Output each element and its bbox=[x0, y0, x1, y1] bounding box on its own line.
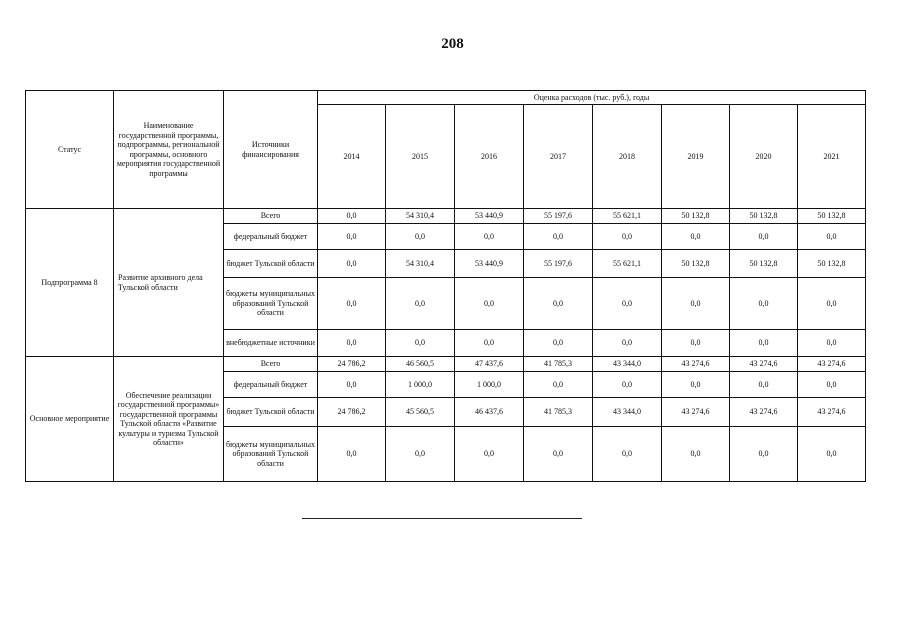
value-cell: 47 437,6 bbox=[455, 357, 524, 372]
value-cell: 43 274,6 bbox=[730, 357, 798, 372]
source-cell: Всего bbox=[224, 357, 318, 372]
value-cell: 55 197,6 bbox=[524, 209, 593, 224]
value-cell: 0,0 bbox=[455, 278, 524, 330]
year-header: 2018 bbox=[593, 105, 662, 209]
value-cell: 0,0 bbox=[798, 427, 866, 482]
year-header: 2019 bbox=[662, 105, 730, 209]
value-cell: 24 786,2 bbox=[318, 398, 386, 427]
status-cell: Подпрограмма 8 bbox=[26, 209, 114, 357]
value-cell: 50 132,8 bbox=[662, 250, 730, 278]
value-cell: 43 344,0 bbox=[593, 357, 662, 372]
value-cell: 54 310,4 bbox=[386, 209, 455, 224]
value-cell: 50 132,8 bbox=[730, 250, 798, 278]
value-cell: 43 274,6 bbox=[798, 357, 866, 372]
value-cell: 0,0 bbox=[593, 278, 662, 330]
value-cell: 0,0 bbox=[318, 250, 386, 278]
value-cell: 46 437,6 bbox=[455, 398, 524, 427]
value-cell: 0,0 bbox=[455, 427, 524, 482]
status-cell: Основное мероприятие bbox=[26, 357, 114, 482]
value-cell: 0,0 bbox=[730, 278, 798, 330]
budget-table bbox=[25, 90, 866, 482]
source-cell: внебюджетные источники bbox=[224, 330, 318, 357]
source-cell: бюджеты муниципальных образований Тульской области bbox=[224, 278, 318, 330]
value-cell: 0,0 bbox=[730, 427, 798, 482]
source-cell: бюджеты муниципальных образований Тульской области bbox=[224, 427, 318, 482]
value-cell: 55 621,1 bbox=[593, 250, 662, 278]
source-cell: федеральный бюджет bbox=[224, 224, 318, 250]
value-cell: 0,0 bbox=[524, 330, 593, 357]
value-cell: 55 197,6 bbox=[524, 250, 593, 278]
value-cell: 0,0 bbox=[524, 427, 593, 482]
value-cell: 0,0 bbox=[730, 372, 798, 398]
value-cell: 0,0 bbox=[662, 372, 730, 398]
value-cell: 0,0 bbox=[318, 427, 386, 482]
source-cell: Всего bbox=[224, 209, 318, 224]
value-cell: 43 274,6 bbox=[662, 357, 730, 372]
source-cell: бюджет Тульской области bbox=[224, 398, 318, 427]
header-row-top bbox=[26, 91, 866, 105]
value-cell: 50 132,8 bbox=[798, 250, 866, 278]
program-name-cell: Развитие архивного дела Тульской области bbox=[114, 209, 224, 357]
value-cell: 0,0 bbox=[798, 372, 866, 398]
value-cell: 0,0 bbox=[318, 209, 386, 224]
source-cell: бюджет Тульской области bbox=[224, 250, 318, 278]
value-cell: 0,0 bbox=[524, 224, 593, 250]
value-cell: 0,0 bbox=[593, 330, 662, 357]
value-cell: 0,0 bbox=[662, 427, 730, 482]
value-cell: 43 344,0 bbox=[593, 398, 662, 427]
year-header: 2017 bbox=[524, 105, 593, 209]
value-cell: 0,0 bbox=[798, 224, 866, 250]
value-cell: 0,0 bbox=[386, 278, 455, 330]
value-cell: 53 440,9 bbox=[455, 250, 524, 278]
value-cell: 0,0 bbox=[386, 330, 455, 357]
value-cell: 0,0 bbox=[593, 372, 662, 398]
value-cell: 0,0 bbox=[593, 224, 662, 250]
header-status: Статус bbox=[26, 91, 114, 209]
value-cell: 0,0 bbox=[318, 372, 386, 398]
value-cell: 45 560,5 bbox=[386, 398, 455, 427]
value-cell: 0,0 bbox=[318, 330, 386, 357]
value-cell: 0,0 bbox=[730, 330, 798, 357]
year-header: 2014 bbox=[318, 105, 386, 209]
year-header: 2015 bbox=[386, 105, 455, 209]
value-cell: 0,0 bbox=[798, 278, 866, 330]
page-number: 208 bbox=[441, 36, 464, 52]
value-cell: 46 560,5 bbox=[386, 357, 455, 372]
value-cell: 43 274,6 bbox=[798, 398, 866, 427]
value-cell: 0,0 bbox=[455, 330, 524, 357]
source-cell: федеральный бюджет bbox=[224, 372, 318, 398]
value-cell: 43 274,6 bbox=[662, 398, 730, 427]
footer-divider bbox=[302, 518, 582, 519]
value-cell: 1 000,0 bbox=[455, 372, 524, 398]
value-cell: 0,0 bbox=[318, 224, 386, 250]
header-name: Наименование государственной программы, подпрограммы, региональной программы, основного мероприятия государственной программы bbox=[114, 91, 224, 209]
value-cell: 41 785,3 bbox=[524, 357, 593, 372]
value-cell: 0,0 bbox=[386, 427, 455, 482]
value-cell: 0,0 bbox=[455, 224, 524, 250]
value-cell: 50 132,8 bbox=[730, 209, 798, 224]
value-cell: 0,0 bbox=[524, 372, 593, 398]
value-cell: 0,0 bbox=[662, 278, 730, 330]
table-row bbox=[26, 209, 866, 224]
year-header: 2021 bbox=[798, 105, 866, 209]
table-row bbox=[26, 357, 866, 372]
value-cell: 0,0 bbox=[386, 224, 455, 250]
value-cell: 53 440,9 bbox=[455, 209, 524, 224]
value-cell: 50 132,8 bbox=[798, 209, 866, 224]
value-cell: 24 786,2 bbox=[318, 357, 386, 372]
value-cell: 1 000,0 bbox=[386, 372, 455, 398]
value-cell: 0,0 bbox=[798, 330, 866, 357]
header-expenses: Оценка расходов (тыс. руб.), годы bbox=[318, 91, 866, 105]
value-cell: 0,0 bbox=[662, 224, 730, 250]
value-cell: 43 274,6 bbox=[730, 398, 798, 427]
header-sources: Источники финансирования bbox=[224, 91, 318, 209]
year-header: 2016 bbox=[455, 105, 524, 209]
value-cell: 0,0 bbox=[730, 224, 798, 250]
value-cell: 0,0 bbox=[593, 427, 662, 482]
value-cell: 54 310,4 bbox=[386, 250, 455, 278]
value-cell: 50 132,8 bbox=[662, 209, 730, 224]
value-cell: 55 621,1 bbox=[593, 209, 662, 224]
value-cell: 0,0 bbox=[524, 278, 593, 330]
year-header: 2020 bbox=[730, 105, 798, 209]
value-cell: 0,0 bbox=[318, 278, 386, 330]
value-cell: 41 785,3 bbox=[524, 398, 593, 427]
value-cell: 0,0 bbox=[662, 330, 730, 357]
program-name-cell: Обеспечение реализации государственной программы» государственной программы Тульской области «Развитие культуры и туризма Тульской области» bbox=[114, 357, 224, 482]
